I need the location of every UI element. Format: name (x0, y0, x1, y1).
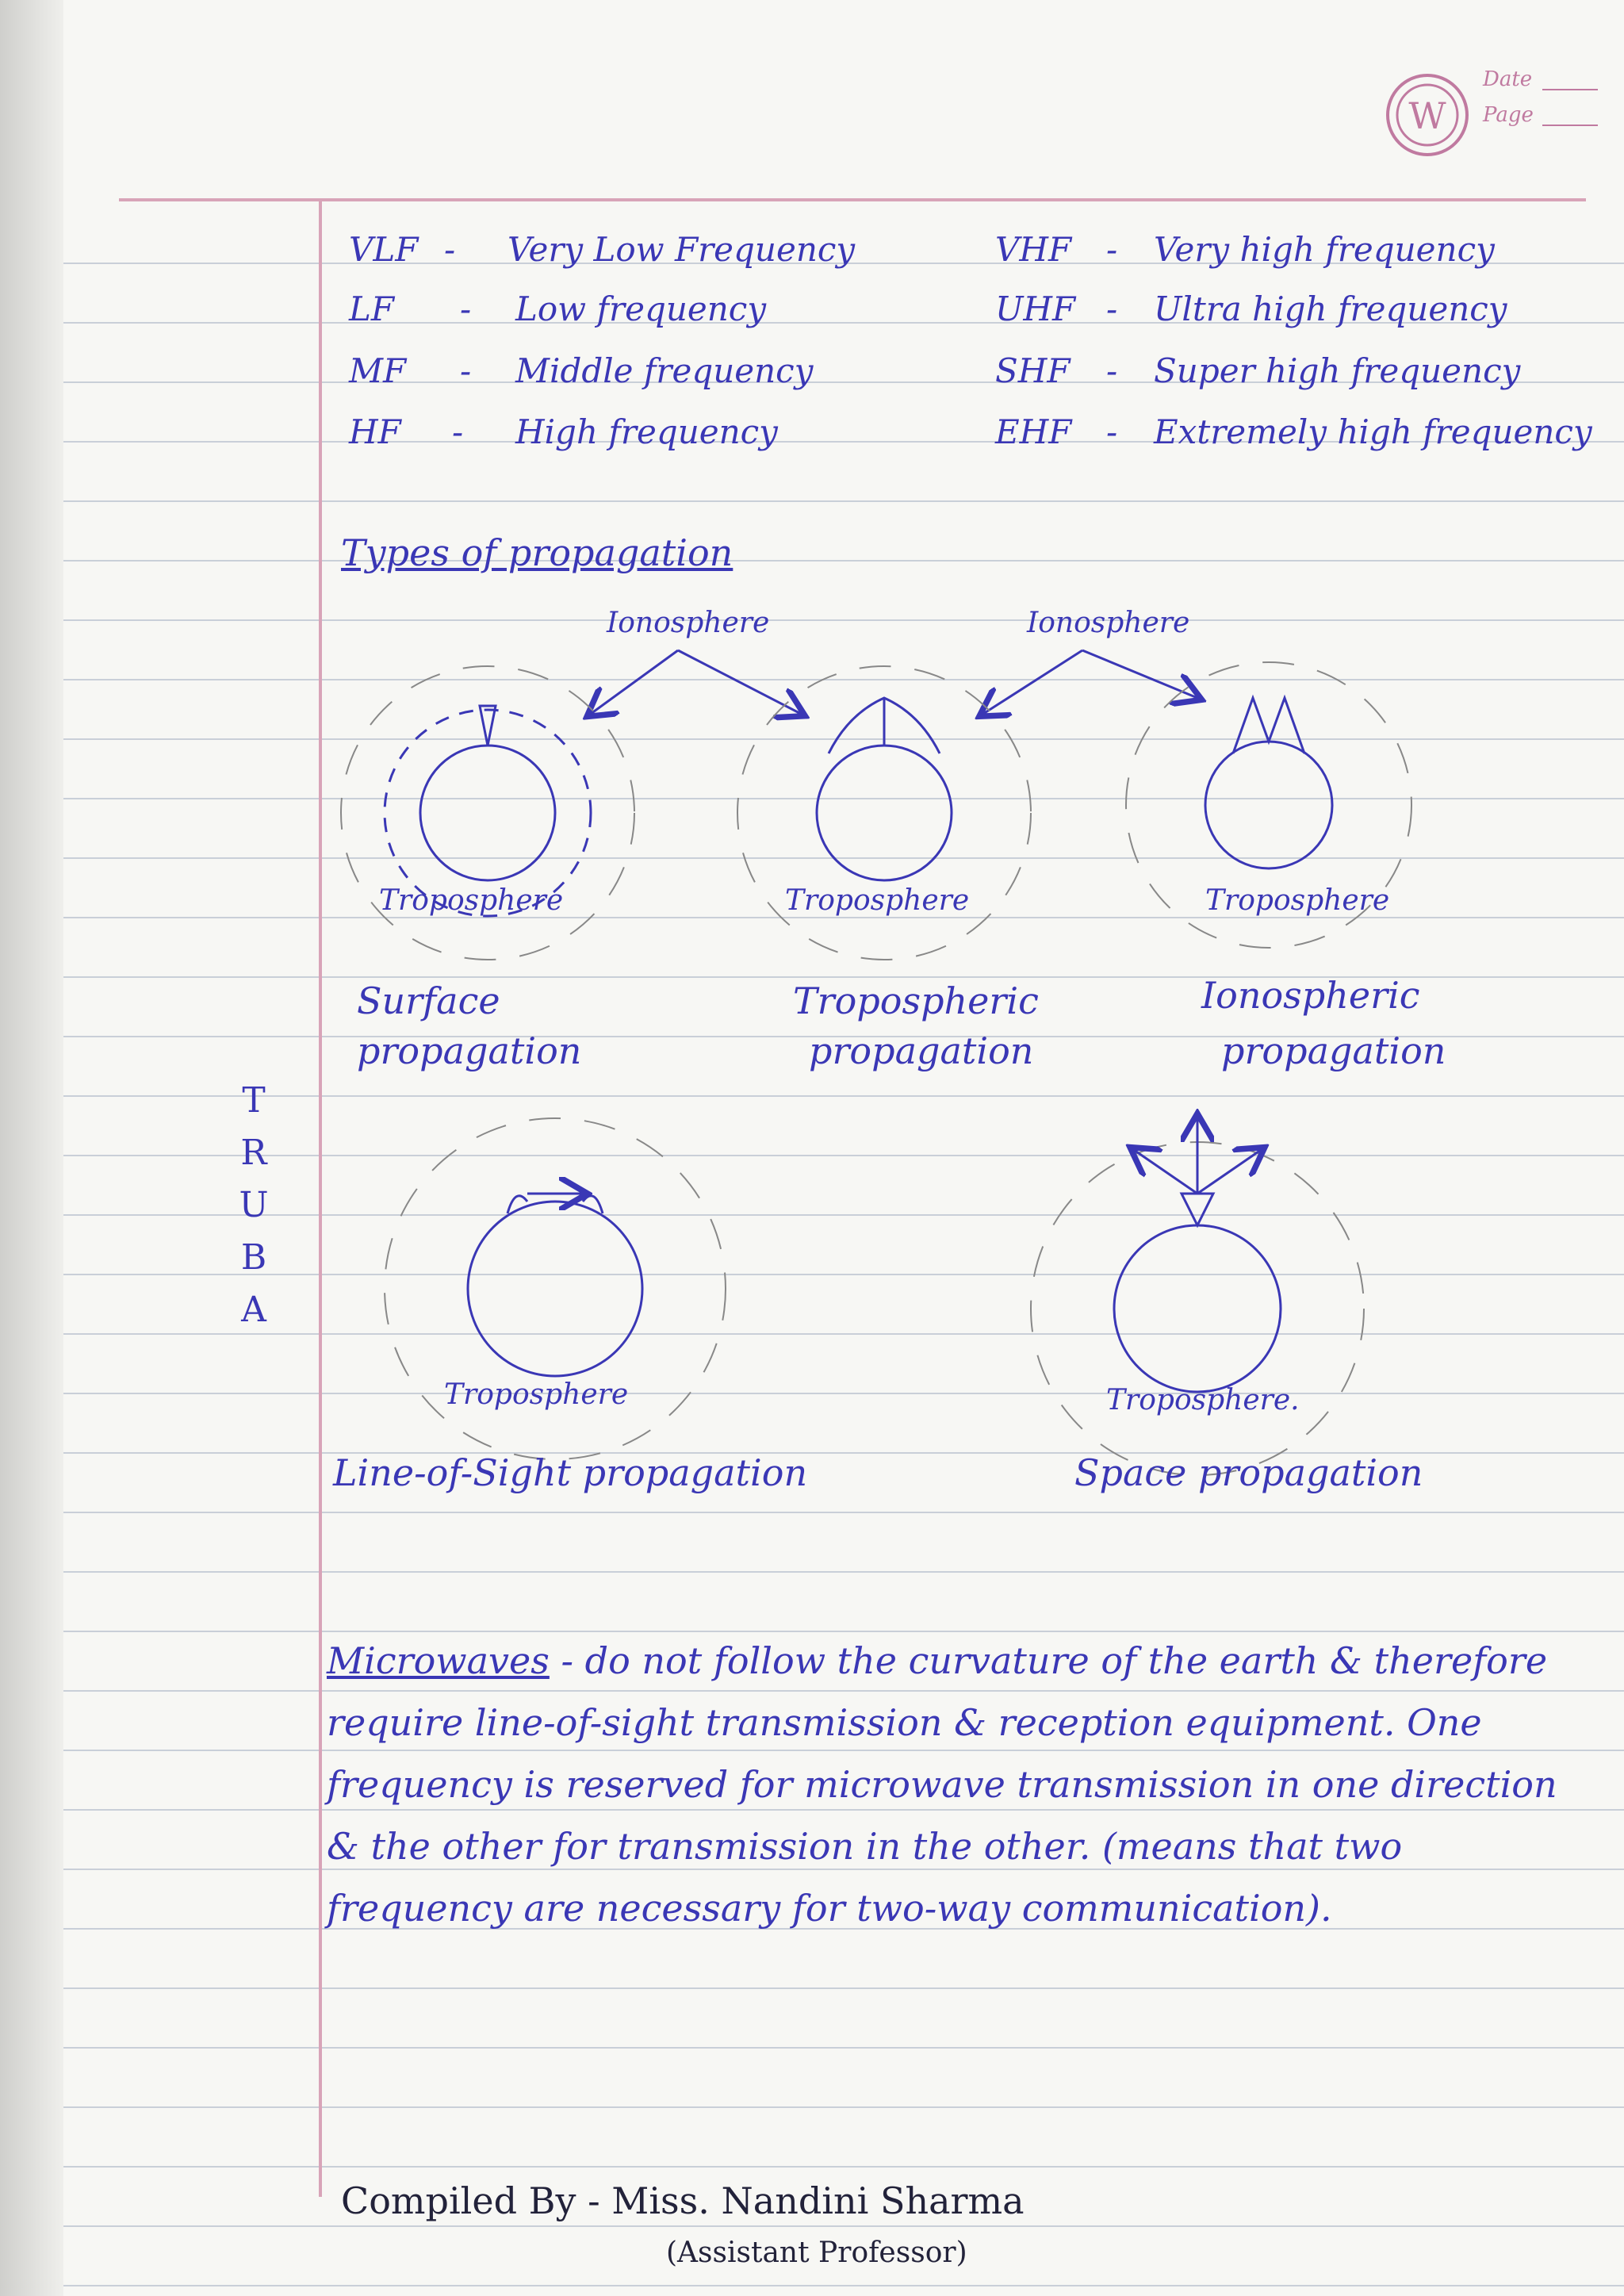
vertical-letter: A (241, 1290, 266, 1330)
ionosphere-arrow (983, 650, 1082, 714)
section-title: Types of propagation (341, 531, 733, 574)
ionosphere-arrow (591, 650, 678, 714)
caption-surface-2: propagation (357, 1029, 582, 1072)
microwaves-paragraph (327, 1630, 1564, 1939)
abbr-dash: - (1106, 289, 1118, 328)
abbr-dash: - (1106, 230, 1118, 269)
abbr-dash: - (1106, 351, 1118, 390)
abbr-code-ehf: EHF (995, 412, 1072, 451)
vertical-letter: B (240, 1237, 267, 1278)
author-title: (Assistant Professor) (666, 2237, 967, 2269)
troposphere-label: Troposphere (379, 884, 564, 917)
vertical-margin-text (238, 1075, 270, 1336)
ionosphere-label-right: Ionosphere (1027, 607, 1190, 639)
abbr-dash: - (1106, 412, 1118, 451)
ionosphere-label-left: Ionosphere (607, 607, 770, 639)
abbr-dash: - (444, 230, 456, 269)
troposphere-label: Troposphere (444, 1378, 629, 1411)
caption-line-of-sight: Line-of-Sight propagation (333, 1451, 808, 1494)
abbr-code-vhf: VHF (995, 230, 1072, 269)
abbr-code-shf: SHF (995, 351, 1071, 390)
antenna-icon (1182, 1194, 1213, 1225)
logo-letter: W (1408, 94, 1446, 137)
abbr-code-hf: HF (349, 412, 401, 451)
space-wave-arrow (1134, 1150, 1197, 1194)
caption-ionospheric-2: propagation (1221, 1029, 1446, 1072)
abbr-code-uhf: UHF (995, 289, 1076, 328)
ionospheric-wave-path (1233, 698, 1304, 753)
vertical-letter: T (242, 1080, 266, 1121)
earth-circle (1114, 1225, 1281, 1392)
caption-ionospheric-1: Ionospheric (1201, 974, 1420, 1017)
abbr-text-vhf: Very high frequency (1154, 230, 1495, 269)
microwaves-body: - do not follow the curvature of the earth & therefore require line-of-sight transmission & reception equipment. One frequency is reserved for microwave transmission in one direction & the other for transmission in the other. (means that two frequency are necessary for two-way communication). (327, 1639, 1557, 1930)
abbr-text-hf: High frequency (515, 412, 778, 451)
abbr-dash: - (452, 412, 464, 451)
vertical-letter: R (240, 1133, 267, 1173)
troposphere-label: Troposphere (1205, 884, 1390, 917)
troposphere-label: Troposphere. (1106, 1384, 1300, 1416)
vertical-letter: U (239, 1185, 269, 1225)
earth-circle (468, 1202, 642, 1376)
troposphere-label: Troposphere (785, 884, 970, 917)
earth-circle (1205, 742, 1332, 868)
earth-circle (817, 746, 952, 880)
abbr-text-vlf: Very Low Frequency (508, 230, 856, 269)
abbr-dash: - (460, 351, 472, 390)
date-label: Date (1483, 67, 1533, 91)
earth-circle (420, 746, 555, 880)
abbr-dash: - (460, 289, 472, 328)
abbr-text-lf: Low frequency (515, 289, 767, 328)
abbr-text-ehf: Extremely high frequency (1154, 412, 1592, 451)
antenna-icon (480, 706, 496, 746)
abbr-code-mf: MF (349, 351, 407, 390)
caption-space: Space propagation (1074, 1451, 1423, 1494)
page-label: Page (1483, 103, 1534, 127)
abbr-text-mf: Middle frequency (515, 351, 814, 390)
abbr-code-vlf: VLF (349, 230, 419, 269)
abbr-code-lf: LF (349, 289, 395, 328)
abbr-text-uhf: Ultra high frequency (1154, 289, 1507, 328)
caption-tropospheric-1: Tropospheric (793, 979, 1039, 1022)
microwaves-heading: Microwaves (327, 1639, 550, 1682)
abbr-text-shf: Super high frequency (1154, 351, 1521, 390)
caption-tropospheric-2: propagation (809, 1029, 1034, 1072)
compiled-by: Compiled By - Miss. Nandini Sharma (341, 2179, 1025, 2222)
space-wave-arrow (1197, 1150, 1261, 1194)
caption-surface-1: Surface (357, 979, 500, 1022)
ionosphere-arrow (678, 650, 801, 714)
ionosphere-arrow (1082, 650, 1197, 698)
